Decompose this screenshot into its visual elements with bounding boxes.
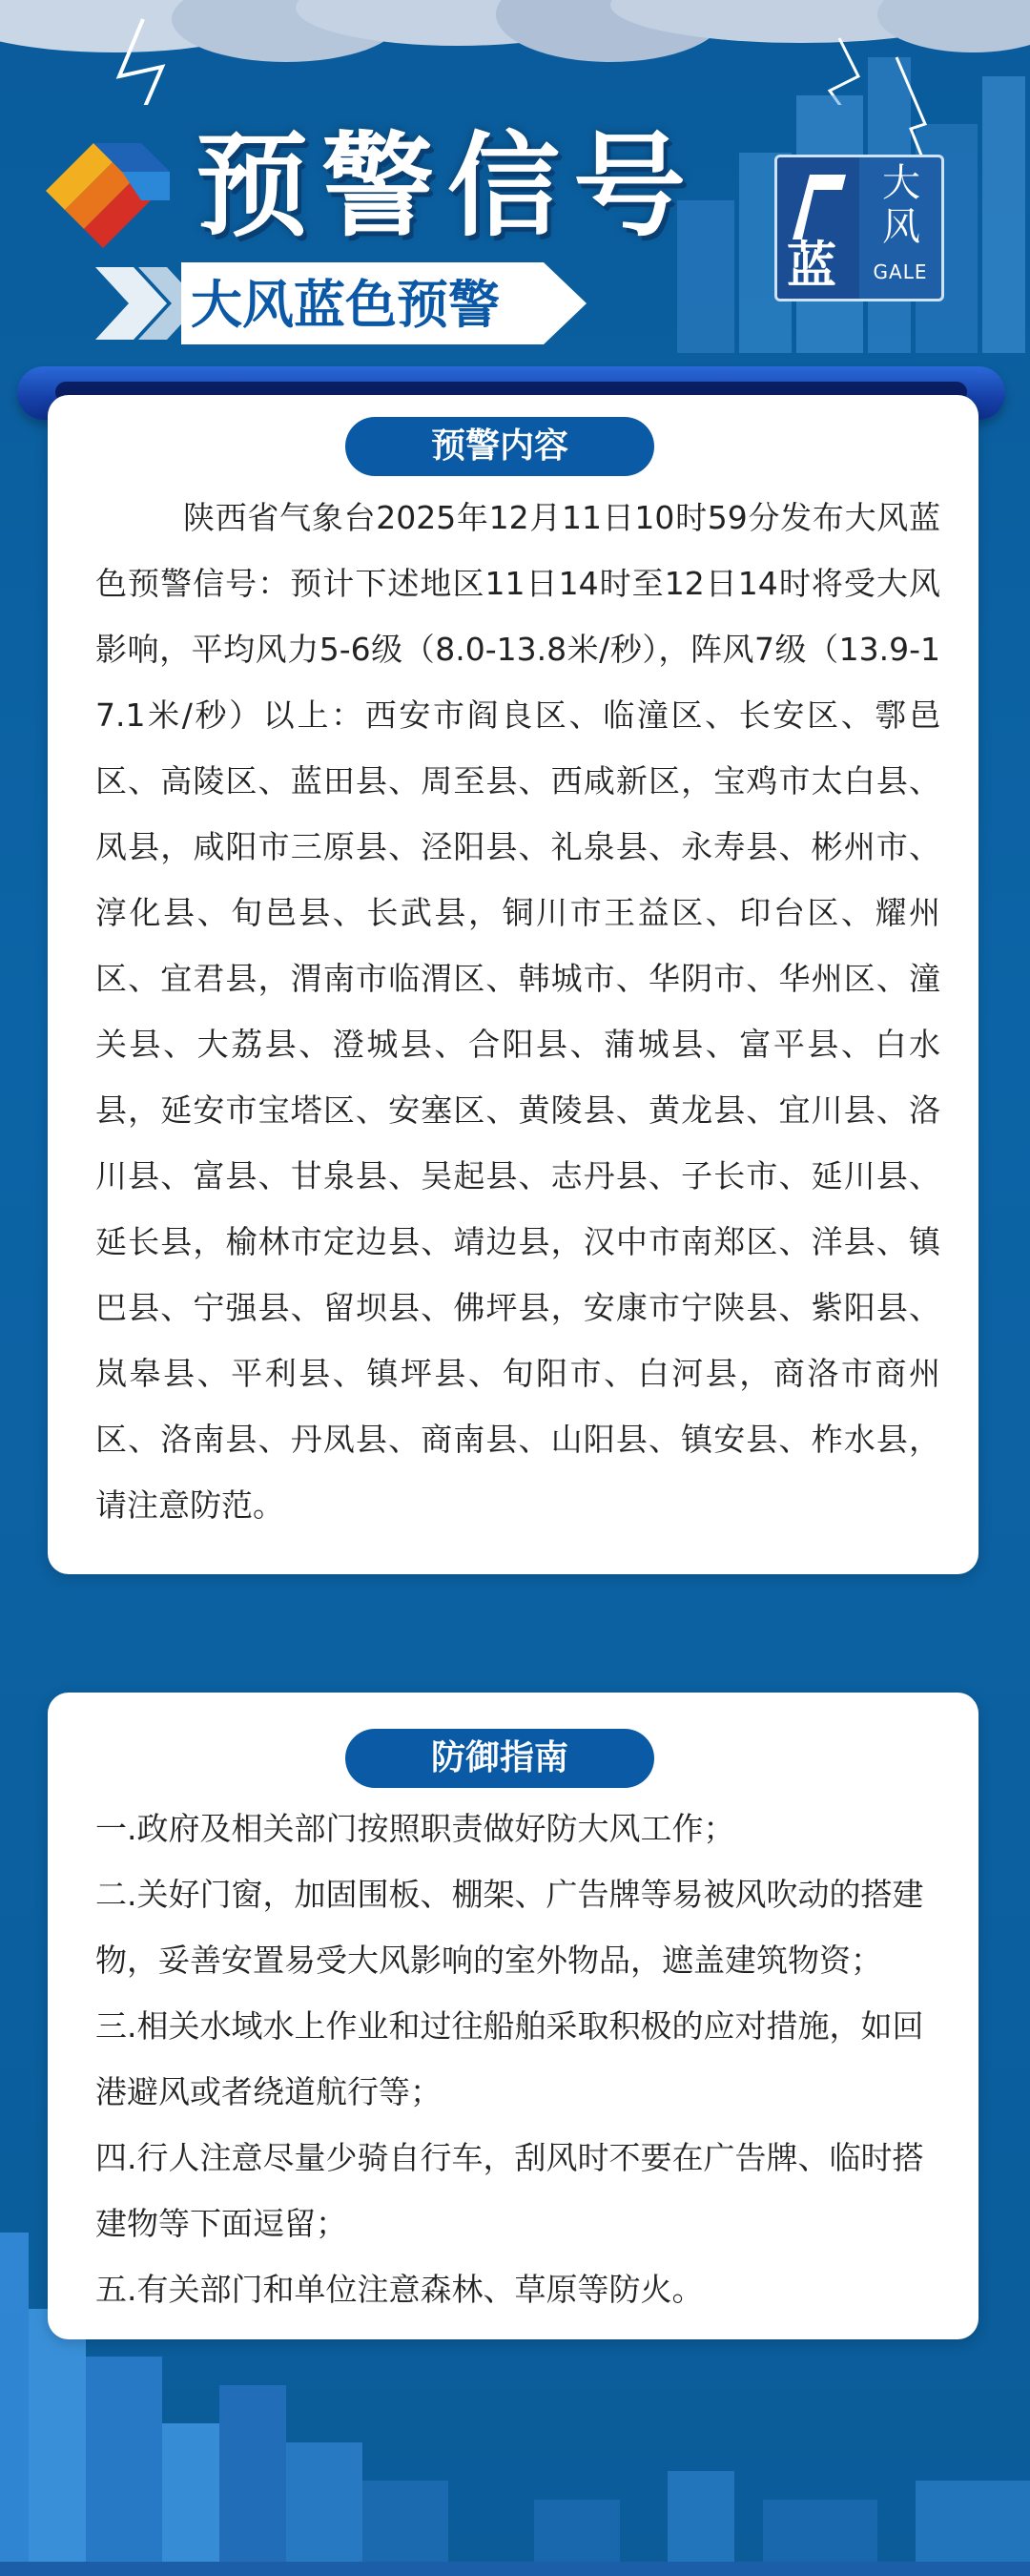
wind-flag-icon — [783, 165, 850, 241]
guide-item-2: 二.关好门窗，加固围板、棚架、广告牌等易被风吹动的搭建物，妥善安置易受大风影响的室外物品，遮盖建筑物资； — [95, 1876, 924, 1979]
guide-item-3: 三.相关水域水上作业和过往船舶采取积极的应对措施，如回港避风或者绕道航行等； — [95, 2007, 924, 2110]
guide-item-1: 一.政府及相关部门按照职责做好防大风工作； — [95, 1810, 735, 1847]
warning-content-text: 陕西省气象台2025年12月11日10时59分发布大风蓝色预警信号：预计下述地区11日14时至12日14时将受大风影响，平均风力5-6级（8.0-13.8米/秒），阵风7级（13.9-17.1米/秒）以上：西安市阎良区、临潼区、长安区、鄠邑区、高陵区、蓝田县、周至县、西咸新区，宝鸡市太白县、凤县，咸阳市三原县、泾阳县、礼泉县、永寿县、彬州市、淳化县、旬邑县、长武县，铜川市王益区、印台区、耀州区、宜君县，渭南市临渭区、韩城市、华阴市、华州区、潼关县、大荔县、澄城县、合阳县、蒲城县、富平县、白水县，延安市宝塔区、安塞区、黄陵县、黄龙县、宜川县、洛川县、富县、甘泉县、吴起县、志丹县、子长市、延川县、延长县，榆林市定边县、靖边县，汉中市南郑区、洋县、镇巴县、宁强县、留坝县、佛坪县，安康市宁陕县、紫阳县、岚皋县、平利县、镇坪县、旬阳市、白河县，商洛市商州区、洛南县、丹凤县、商南县、山阳县、镇安县、柞水县，请注意防范。 — [95, 499, 940, 1524]
badge-left-panel — [777, 157, 859, 299]
guide-item-4: 四.行人注意尽量少骑自行车，刮风时不要在广告牌、临时搭建物等下面逗留； — [95, 2139, 924, 2242]
page-subtitle: 大风蓝色预警 — [191, 275, 500, 335]
defense-guide-heading: 防御指南 — [345, 1729, 654, 1788]
defense-guide-list — [95, 1796, 940, 2322]
badge-wind-chars: 大 风 — [882, 161, 920, 249]
warning-content-heading: 预警内容 — [345, 417, 654, 476]
weather-service-logo — [36, 134, 179, 258]
guide-item-5: 五.有关部门和单位注意森林、草原等防火。 — [95, 2271, 704, 2308]
badge-english-label: GALE — [873, 260, 928, 283]
gale-blue-warning-badge — [774, 155, 944, 301]
badge-color-char: 蓝 — [787, 238, 837, 295]
page-title: 预警信号 — [196, 120, 700, 252]
